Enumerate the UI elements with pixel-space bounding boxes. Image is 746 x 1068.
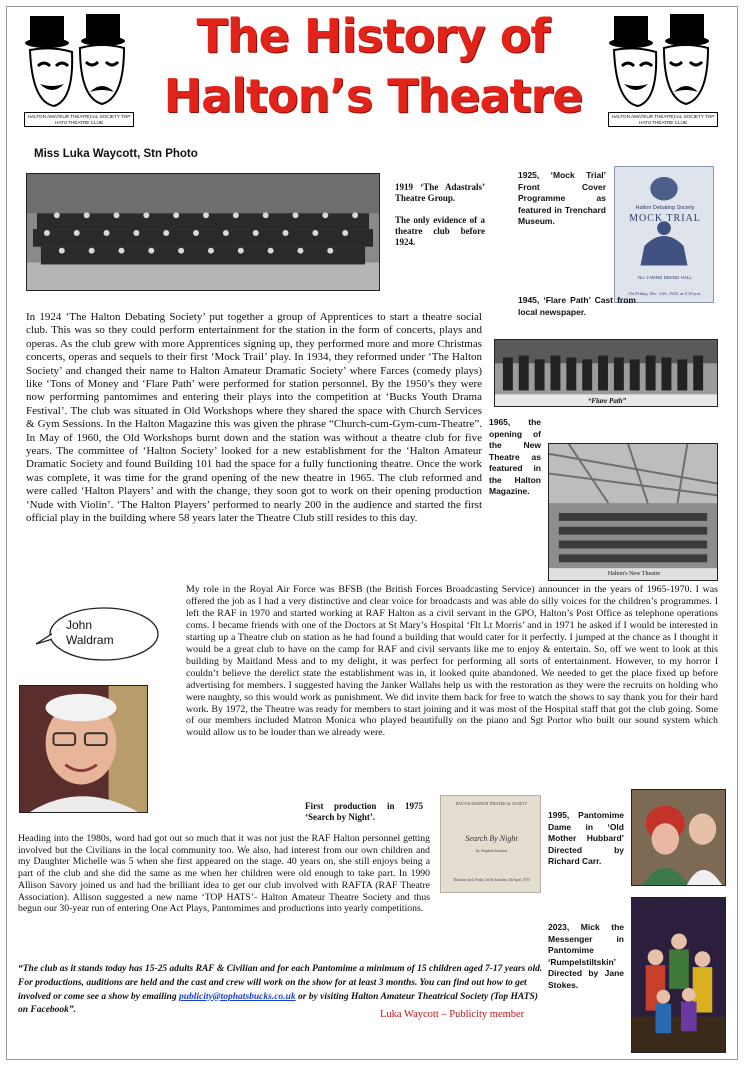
programme-1975-dates: Thursday 2nd, Friday 3rd & Saturday 4th April, 1975 bbox=[453, 878, 530, 882]
history-paragraph: In 1924 ‘The Halton Debating Society’ put together a group of Apprentices to start a theatre social club. This was so they could perform entertainment for the station in the form of concerts, plays and operas. As the club grew with more Apprentices signing up, they performed more and more Christmas concerts, operas and sequels to their first ‘Mock Trail’ play. In 1934, they reformed under ‘The Halton Society’ and changed their name to Halton Amateur Dramatic Society’ where Farces (comedy plays) like ‘Tons of Money and ‘Flare Path’ were performed for station personnel. By the 1950’s they were now performing pantomimes and entering their plays into the competition at ‘Bucks Youth Drama Festival’. The club was situated in Old Workshops where they shared the space with Church Services & Gym Sessions. In the Halton Magazine this was given the phrase “Church-cum-Gym-cum-Theatre”. In May of 1960, the Old Workshops burnt down and the station was without a theatre club for five years. The committee of ‘Halton Society’ looked for a new establishment for the ‘Halton Amateur Dramatic Society and found Building 101 had the space for a fully functioning theatre. Once the work was complete, it was time for the grand opening of the new theatre in 1965. The club reformed and were called ‘Halton Players’ and with the change, they soon got to work on their opening production ‘Nude with Violin’. ‘The Halton Players’ performed to nearly 200 in the audience and started the first official play in the building where 58 years later the Theatre Club still resides to this day. bbox=[26, 311, 482, 525]
pantomime-dame-photo bbox=[631, 789, 726, 886]
caption-first-production: First production in 1975 ‘Search by Night’. bbox=[305, 801, 423, 822]
caption-pantomime-dame: 1995, Pantomime Dame in ‘Old Mother Hubbard’ Directed by Richard Carr. bbox=[548, 810, 624, 866]
caption-new-theatre: 1965, the opening of the New Theatre as featured in the Halton Magazine. bbox=[489, 417, 541, 496]
programme-org: Halton Debating Society bbox=[635, 205, 695, 211]
caption-adastrals-note: The only evidence of a theatre club before 1924. bbox=[395, 215, 485, 247]
speaker-last-name: Waldram bbox=[66, 633, 114, 647]
john-paragraph: My role in the Royal Air Force was BFSB (the British Forces Broadcasting Service) announcer in the years of 1965-1970. I was offered the job as I had a very distinctive and clear voice for broadcasts and was able do silly voices for the children’s programmes. I left the RAF in 1970 and started working at RAF Halton as a civil servant in the GPO, Halton’s Post Office as telephone operations coms. I became friends with one of the Doctors at St Mary’s Hospital ‘Flt Lt Morris’ and in 1971 he asked if I would be interested in starting up a Theatre club on station as he had found a building that would cater for it perfectly. I jumped at the chance as I thought it would be a great club to have on the camp for RAF and civil servants like me to enjoy & entertain. So, off we went to look at this building by Maitland Mess and to my delight, it was perfect for performing all sorts of entertainment. However, to my horror I couldn’t believe the derelict state the establishment was in, it looked quite abandoned. We needed to get the place fixed up before advertising for members. I suggested having the Janker Wallahs help us with the restoration as they were the recruits on holding who were naughty, so this would work as punishment. We did invite them back for free to watch the shows to say thank you for their hard work. By 1972, the Theatre was ready for members to start joining and it was most of the Hospital staff that got the club going. Some of our members included Matron Monica who played beautifully on the piano and Sgt Portor who built our sound system which would allow us to be louder than we already were. bbox=[186, 584, 718, 739]
programme-1975-author: by Stephen Jackson bbox=[475, 848, 508, 853]
logo-right bbox=[608, 12, 718, 132]
search-by-night-programme bbox=[440, 795, 541, 893]
rumpelstiltskin-photo bbox=[631, 897, 726, 1053]
logo-caption-right: HALTON AMATEUR THEATRICAL SOCIETY TOP HATS THEATRE CLUB bbox=[608, 112, 718, 127]
programme-1975-title: Search By Night bbox=[465, 834, 518, 843]
caption-mock-trial: 1925, ‘Mock Trial’ Front Cover Programme as featured in Trenchard Museum. bbox=[518, 170, 606, 226]
mock-trial-programme bbox=[614, 166, 714, 303]
speaker-name bbox=[66, 618, 146, 648]
flare-path-cast-photo bbox=[494, 339, 718, 407]
eighties-paragraph: Heading into the 1980s, word had got out so much that it was not just the RAF Halton personnel getting involved but the Civilians in the local community too. We also, had interest from our own children and my Daughter Michelle was 5 when she first appeared on the stage. 40 years on, she still enjoys being a part of the club and she did the same as me when her children were old enough to take part. In 1990 Allison Savory joined us and had the brilliant idea to get our club involved with RAFTA (RAF Theatre Association). Allison suggested a new name ‘TOP HATS’- Halton Amateur Theatre Society and thus begun our 30-year run of entering One Act Plays, Pantomimes and productions into yearly competitions. bbox=[18, 833, 430, 915]
new-theatre-interior-photo bbox=[548, 443, 718, 581]
publicity-email-link[interactable]: publicity@tophatsbucks.co.uk bbox=[178, 991, 296, 1002]
caption-adastrals: 1919 ‘The Adastrals’ Theatre Group. The only evidence of a theatre club before 1924. bbox=[395, 182, 485, 247]
programme-hall: No. 2 WING DINING HALL bbox=[638, 275, 692, 280]
quote-end: or by visiting Halton Amateur Theatrical Society (Top HATS) on Facebook”. bbox=[18, 991, 538, 1016]
programme-play: MOCK TRIAL bbox=[629, 213, 701, 224]
new-theatre-label: Halton's New Theatre bbox=[607, 571, 661, 577]
logo-left bbox=[24, 12, 134, 132]
caption-flare-path: 1945, ‘Flare Path’ Cast from local newspaper. bbox=[518, 295, 636, 317]
caption-rumpelstiltskin: 2023, Mick the Messenger in Pantomime ‘Rumpelstiltskin’ Directed by Jane Stokes. bbox=[548, 922, 624, 990]
programme-1975-society: HALTON AMATEUR THEATRICAL SOCIETY bbox=[455, 802, 528, 806]
programme-date: On Friday, Dec. 11th, 1925, at 5.30 p.m. bbox=[628, 291, 702, 296]
title-line-2: Halton’s Theatre bbox=[163, 69, 583, 123]
signature: Luka Waycott – Publicity member bbox=[380, 1009, 525, 1020]
john-waldram-portrait bbox=[19, 685, 148, 813]
title-line-1: The History of bbox=[196, 9, 550, 63]
theatre-masks-icon bbox=[24, 12, 134, 112]
theatre-masks-icon bbox=[608, 12, 718, 112]
photo-credit: Miss Luka Waycott, Stn Photo bbox=[34, 148, 198, 160]
flare-path-label: “Flare Path” bbox=[587, 397, 627, 405]
adastrals-group-photo bbox=[26, 173, 380, 291]
quote-text: “The club as it stands today has 15-25 adults RAF & Civilian and for each Pantomime a minimum of 15 children aged 7-17 years old. For productions, auditions are held and the cast and crew will work on the show for at least 3 months. You can find out how to get involved or come see a show by emailing bbox=[18, 964, 543, 1002]
logo-caption-left: HALTON AMATEUR THEATRICAL SOCIETY TOP HATS THEATRE CLUB bbox=[24, 112, 134, 127]
speaker-first-name: John bbox=[66, 618, 93, 632]
page-title bbox=[150, 10, 596, 122]
